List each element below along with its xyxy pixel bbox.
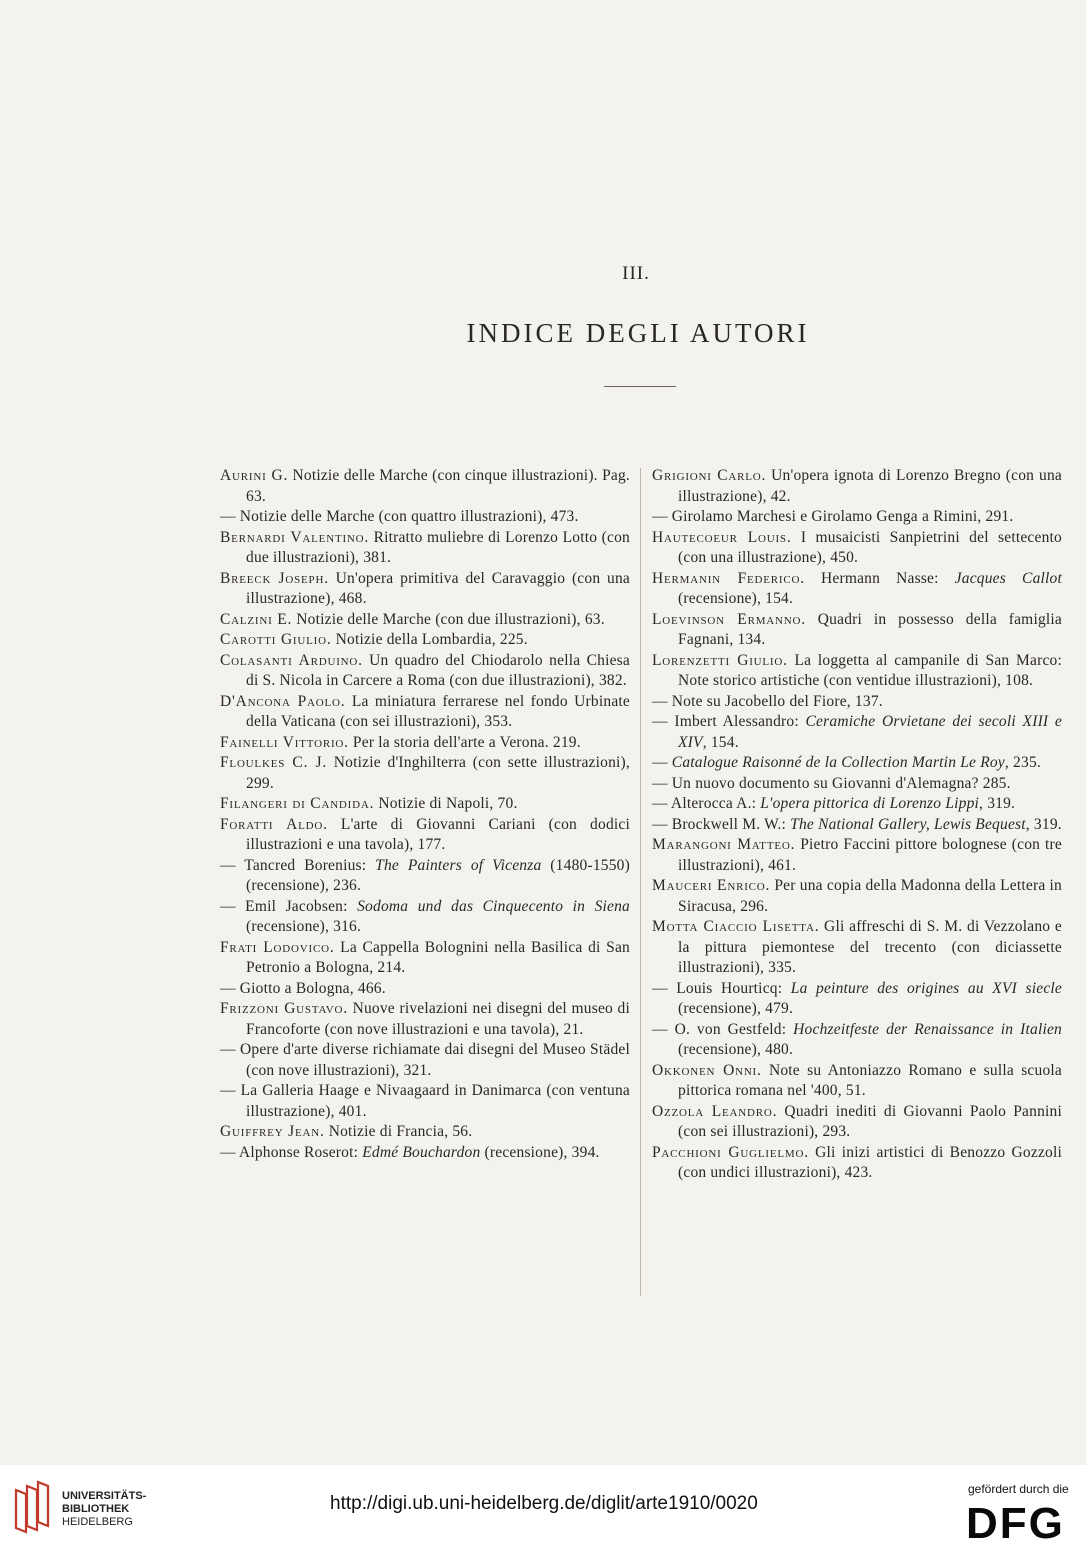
entry-text: Notizie delle Marche (con due illustrazioni), 63. — [292, 610, 605, 628]
index-entry — [652, 979, 1062, 1020]
entry-text: Per una copia della Madonna della Lettera in Siracusa, 296. — [678, 877, 1062, 915]
entry-text: , 154. — [702, 733, 739, 751]
index-entry — [220, 753, 630, 794]
library-name — [62, 1490, 146, 1529]
entry-text: Nuove rivelazioni nei disegni del museo di Francoforte (con nove illustrazioni e una tavola), 21. — [246, 1000, 631, 1038]
index-entry — [652, 815, 1062, 836]
entry-text: — Note su Jacobello del Fiore, 137. — [652, 692, 883, 710]
entry-text: Un'opera primitiva del Caravaggio (con una illustrazione), 468. — [246, 569, 631, 607]
entry-text: , 319. — [1025, 815, 1062, 833]
index-entry — [220, 938, 630, 979]
author-name: Lorenzetti Giulio. — [652, 651, 788, 669]
author-name: Grigioni Carlo. — [652, 467, 767, 484]
entry-text: Gli affreschi di S. M. di Vezzolano e la pittura piemontese del trecento (con diciassette illustrazioni), 335. — [678, 918, 1062, 976]
entry-text: Ritratto muliebre di Lorenzo Lotto (con due illustrazioni), 381. — [246, 528, 631, 566]
index-entry — [220, 569, 630, 610]
entry-text: (recensione), 480. — [678, 1041, 794, 1058]
index-entry — [220, 466, 630, 507]
section-number: III. — [622, 263, 650, 284]
entry-text: Note su Antoniazzo Romano e sulla scuola pittorica romana nel '400, 51. — [678, 1061, 1062, 1099]
entry-text: — Emil Jacobsen: — [220, 897, 358, 915]
entry-text: (recensione), 479. — [678, 1000, 794, 1017]
work-title: The National Gallery, Lewis Bequest — [790, 815, 1026, 833]
work-title: The Painters of Vicenza — [375, 856, 542, 874]
index-entry — [220, 528, 630, 569]
work-title: La peinture des origines au XVI siecle — [790, 979, 1063, 997]
entry-text: — Opere d'arte diverse richiamate dai disegni del Museo Städel (con nove illustrazioni), 321. — [220, 1041, 630, 1079]
index-entry — [652, 835, 1062, 876]
entry-text: L'arte di Giovanni Cariani (con dodici illustrazioni e una tavola), 177. — [246, 815, 631, 853]
work-title: Sodoma und das Cinquecento in Siena — [357, 897, 631, 915]
index-entry — [220, 651, 630, 692]
entry-text: I musaicisti Sanpietrini del settecento (con una illustrazione), 450. — [678, 528, 1062, 566]
author-name: D'Ancona Paolo. — [220, 692, 346, 710]
entry-text: — Imbert Alessandro: — [652, 713, 806, 730]
author-name: Foratti Aldo. — [220, 815, 328, 833]
index-entry — [652, 1020, 1062, 1061]
author-name: Okkonen Onni. — [652, 1061, 762, 1079]
entry-text: — La Galleria Haage e Nivaagaard in Danimarca (con ventuna illustrazione), 401. — [220, 1082, 630, 1120]
entry-text: , 235. — [1004, 754, 1041, 771]
entry-text: Notizie di Francia, 56. — [324, 1123, 473, 1140]
work-title: Edmé Bouchardon — [362, 1143, 481, 1161]
index-entry — [652, 692, 1062, 713]
author-name: Bernardi Valentino. — [220, 528, 370, 546]
index-entry — [220, 610, 630, 631]
author-name: Frati Lodovico. — [220, 938, 335, 956]
author-name: Calzini E. — [220, 610, 293, 628]
entry-text: — Un nuovo documento su Giovanni d'Alemagna? 285. — [652, 774, 1011, 792]
index-entry — [652, 794, 1062, 815]
author-name: Filangeri di Candida. — [220, 795, 375, 812]
index-entry — [652, 1061, 1062, 1102]
entry-text: Hermann Nasse: — [804, 569, 955, 587]
index-entry — [220, 507, 630, 528]
entry-text: Un quadro del Chiodarolo nella Chiesa di S. Nicola in Carcere a Roma (con due illustrazioni), 382. — [246, 651, 630, 689]
page-title: INDICE DEGLI AUTORI — [466, 318, 810, 348]
author-name: Ozzola Leandro. — [652, 1102, 778, 1120]
entry-text: Notizie di Napoli, 70. — [374, 795, 518, 812]
index-entry — [652, 1143, 1062, 1184]
entry-text: Notizie d'Inghilterra (con sette illustrazioni), 299. — [246, 754, 630, 792]
entry-text: (recensione), 154. — [678, 590, 794, 607]
index-column-right — [652, 466, 1062, 1184]
index-entry — [220, 999, 630, 1040]
author-name: Breeck Joseph. — [220, 569, 329, 587]
library-name-line1: UNIVERSITÄTS- — [62, 1490, 147, 1502]
author-name: Marangoni Matteo. — [652, 836, 796, 853]
author-name: Colasanti Arduino. — [220, 651, 363, 669]
index-entry — [652, 651, 1062, 692]
entry-text: La miniatura ferrarese nel fondo Urbinate della Vaticana (con sei illustrazioni), 353. — [246, 692, 630, 730]
index-entry — [220, 1081, 630, 1122]
index-entry — [220, 815, 630, 856]
index-entry — [220, 1040, 630, 1081]
index-entry — [652, 569, 1062, 610]
entry-text: — Tancred Borenius: — [220, 856, 376, 874]
author-name: Hermanin Federico. — [652, 569, 805, 587]
entry-text: — Brockwell M. W.: — [652, 815, 791, 833]
dfg-logo: DFG — [966, 1499, 1065, 1548]
entry-text: — Notizie delle Marche (con quattro illustrazioni), 473. — [220, 508, 579, 525]
index-entry — [652, 917, 1062, 979]
entry-text: (recensione), 316. — [246, 918, 362, 935]
index-entry — [652, 466, 1062, 507]
entry-text: — Girolamo Marchesi e Girolamo Genga a Rimini, 291. — [652, 508, 1014, 525]
work-title: Ceramiche Orvietane dei secoli XIII e XIV — [678, 713, 1063, 751]
author-name: Aurini G. — [220, 467, 289, 484]
entry-text: Gli inizi artistici di Benozzo Gozzoli (con undici illustrazioni), 423. — [678, 1143, 1062, 1181]
index-entry — [652, 712, 1062, 753]
entry-text: — — [652, 754, 672, 771]
title-rule — [604, 386, 676, 387]
index-entry — [652, 528, 1062, 569]
entry-text: (recensione), 394. — [480, 1143, 600, 1161]
author-name: Frizzoni Gustavo. — [220, 1000, 348, 1017]
work-title: Jacques Callot — [954, 569, 1062, 587]
index-entry — [220, 856, 630, 897]
index-entry — [220, 733, 630, 754]
index-entry — [220, 979, 630, 1000]
work-title: Hochzeitfeste der Renaissance in Italien — [793, 1020, 1062, 1038]
author-name: Mauceri Enrico. — [652, 877, 771, 894]
index-entry — [220, 1122, 630, 1143]
entry-text: La Cappella Bolognini nella Basilica di San Petronio a Bologna, 214. — [246, 938, 630, 976]
author-name: Loevinson Ermanno. — [652, 610, 806, 628]
entry-text: Notizie della Lombardia, 225. — [331, 631, 528, 648]
index-entry — [652, 507, 1062, 528]
entry-text: Notizie delle Marche (con cinque illustrazioni). Pag. 63. — [246, 467, 631, 505]
entry-text: (1480-1550) (recensione), 236. — [246, 856, 630, 894]
entry-text: — Alphonse Roserot: — [220, 1143, 363, 1161]
index-entry — [220, 630, 630, 651]
index-column-left — [220, 466, 630, 1163]
entry-text: Per la storia dell'arte a Verona. 219. — [348, 733, 581, 751]
permalink-url[interactable]: http://digi.ub.uni-heidelberg.de/diglit/arte1910/0020 — [330, 1493, 758, 1514]
entry-text: — O. von Gestfeld: — [652, 1020, 794, 1038]
author-name: Pacchioni Guglielmo. — [652, 1143, 809, 1161]
work-title: Catalogue Raisonné de la Collection Martin Le Roy — [671, 754, 1005, 771]
entry-text: Pietro Faccini pittore bolognese (con tre illustrazioni), 461. — [678, 836, 1062, 874]
author-name: Guiffrey Jean. — [220, 1123, 325, 1140]
index-entry — [220, 794, 630, 815]
entry-text: — Louis Hourticq: — [652, 979, 791, 997]
column-divider — [640, 468, 641, 1296]
entry-text: — Giotto a Bologna, 466. — [220, 979, 386, 997]
index-entry — [220, 692, 630, 733]
author-name: Carotti Giulio. — [220, 631, 332, 648]
index-entry — [220, 897, 630, 938]
index-entry — [652, 753, 1062, 774]
author-name: Motta Ciaccio Lisetta. — [652, 918, 820, 935]
index-entry — [652, 876, 1062, 917]
library-logo-icon — [12, 1480, 52, 1536]
index-entry — [652, 1102, 1062, 1143]
library-name-line3: HEIDELBERG — [62, 1516, 133, 1528]
author-name: Hautecoeur Louis. — [652, 528, 792, 546]
entry-text: Un'opera ignota di Lorenzo Bregno (con una illustrazione), 42. — [678, 467, 1062, 505]
work-title: L'opera pittorica di Lorenzo Lippi — [760, 795, 980, 812]
library-name-line2: BIBLIOTHEK — [62, 1503, 130, 1515]
entry-text: Quadri in possesso della famiglia Fagnani, 134. — [678, 610, 1062, 648]
entry-text: , 319. — [979, 795, 1016, 812]
funding-caption: gefördert durch die — [968, 1482, 1069, 1496]
entry-text: — Alterocca A.: — [652, 795, 761, 812]
author-name: Floulkes C. J. — [220, 754, 328, 771]
entry-text: Quadri inediti di Giovanni Paolo Pannini (con sei illustrazioni), 293. — [678, 1102, 1062, 1140]
index-entry — [652, 610, 1062, 651]
index-entry — [220, 1143, 630, 1164]
entry-text: La loggetta al campanile di San Marco: Note storico artistiche (con ventidue illustrazioni), 108. — [678, 651, 1062, 689]
index-entry — [652, 774, 1062, 795]
author-name: Fainelli Vittorio. — [220, 733, 349, 751]
